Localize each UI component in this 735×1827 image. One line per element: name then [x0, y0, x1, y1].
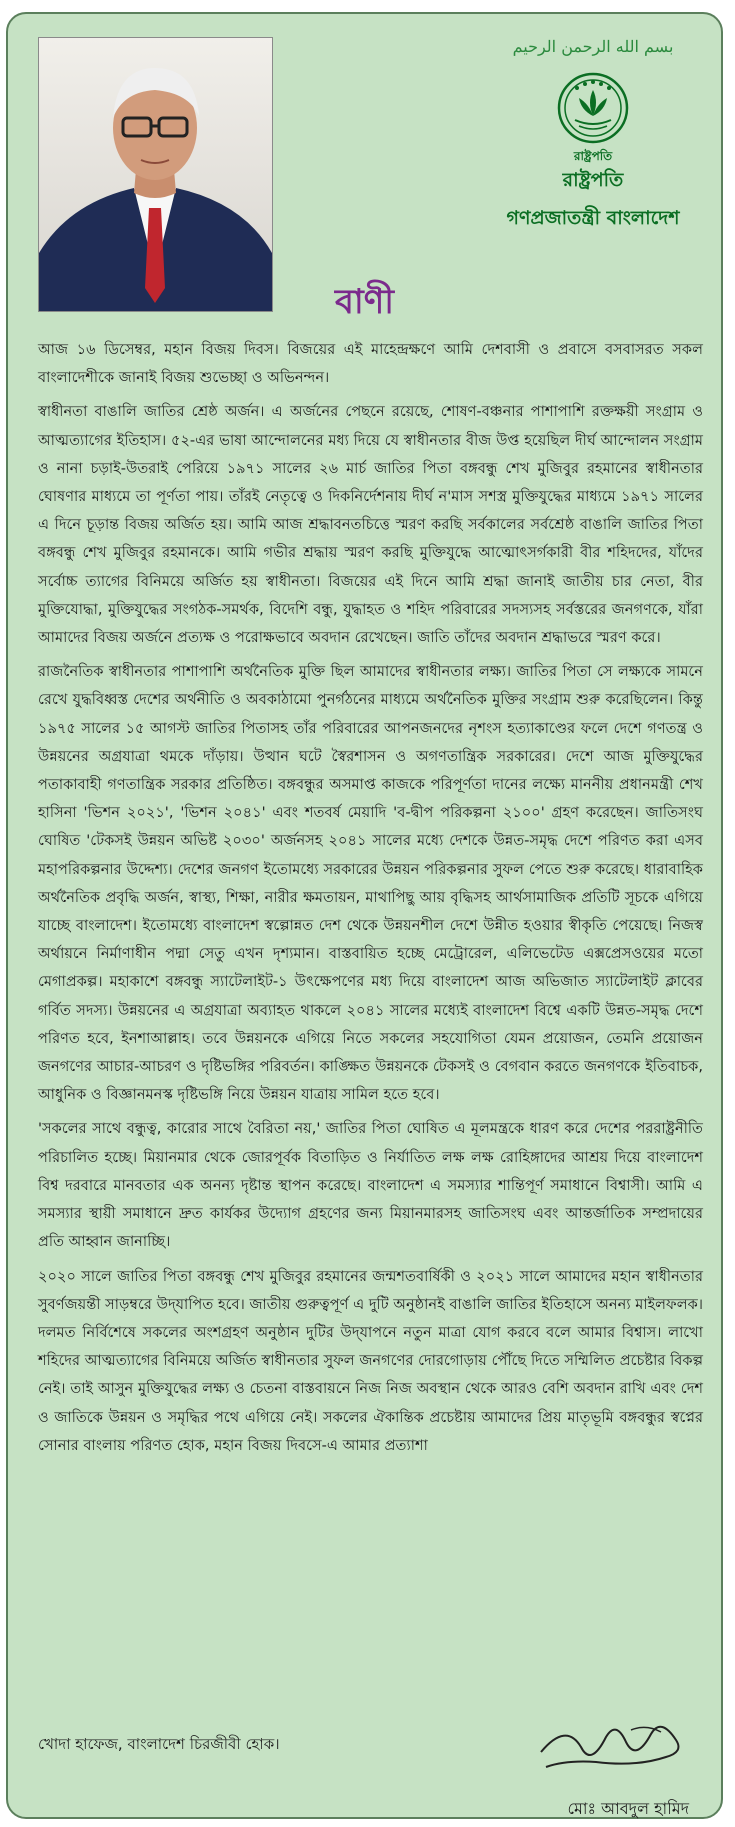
- presidential-emblem: [545, 68, 641, 164]
- president-photo: [38, 37, 273, 312]
- paragraph-3: রাজনৈতিক স্বাধীনতার পাশাপাশি অর্থনৈতিক মুক্তি ছিল আমাদের স্বাধীনতার লক্ষ্য। জাতির পিতা সে লক্ষ্যকে সামনে রেখে যুদ্ধবিধ্বস্ত দেশের অর্থনীতি ও অবকাঠামো পুনর্গঠনের মাধ্যমে অর্থনৈতিক মুক্তির সংগ্রাম শুরু করেছিলেন। কিন্তু ১৯৭৫ সালের ১৫ আগস্ট জাতির পিতাসহ তাঁর পরিবারের আপনজনদের নৃশংস হত্যাকাণ্ডের ফলে দেশে গণতন্ত্র ও উন্নয়নের অগ্রযাত্রা থমকে দাঁড়ায়। উত্থান ঘটে স্বৈরশাসন ও অগণতান্ত্রিক সরকারের। দেশে আজ মুক্তিযুদ্ধের পতাকাবাহী গণতান্ত্রিক সরকার প্রতিষ্ঠিত। বঙ্গবন্ধুর অসমাপ্ত কাজকে পরিপূর্ণতা দানের লক্ষ্যে মাননীয় প্রধানমন্ত্রী শেখ হাসিনা 'ভিশন ২০২১', 'ভিশন ২০৪১' এবং শতবর্ষ মেয়াদি 'ব-দ্বীপ পরিকল্পনা ২১০০' গ্রহণ করেছেন। জাতিসংঘ ঘোষিত 'টেকসই উন্নয়ন অভিষ্ট ২০৩০' অর্জনসহ ২০৪১ সালের মধ্যে দেশকে উন্নত-সমৃদ্ধ দেশে পরিণত করা এসব মহাপরিকল্পনার উদ্দেশ্য। দেশের জনগণ ইতোমধ্যে সরকারের উন্নয়ন পরিকল্পনার সুফল পেতে শুরু করেছে। ধারাবাহিক অর্থনৈতিক প্রবৃদ্ধি অর্জন, স্বাস্থ্য, শিক্ষা, নারীর ক্ষমতায়ন, মাথাপিছু আয় বৃদ্ধিসহ আর্থসামাজিক প্রতিটি সূচকে এগিয়ে যাচ্ছে বাংলাদেশ। ইতোমধ্যে বাংলাদেশ স্বল্পোন্নত দেশ থেকে উন্নয়নশীল দেশে উন্নীত হওয়ার স্বীকৃতি পেয়েছে। নিজস্ব অর্থায়নে নির্মাণাধীন পদ্মা সেতু এখন দৃশ্যমান। বাস্তবায়িত হচ্ছে মেট্রোরেল, এলিভেটেড এক্সপ্রেসওয়ের মতো মেগাপ্রকল্প। মহাকাশে বঙ্গবন্ধু স্যাটেলাইট-১ উৎক্ষেপণের মধ্য দিয়ে বাংলাদেশ আজ অভিজাত স্যাটেলাইট ক্লাবের গর্বিত সদস্য। উন্নয়নের এ অগ্রযাত্রা অব্যাহত থাকলে ২০৪১ সালের মধ্যেই বাংলাদেশ বিশ্বে একটি উন্নত-সমৃদ্ধ দেশে পরিণত হবে, ইনশাআল্লাহ। তবে উন্নয়নকে এগিয়ে নিতে সকলের সহযোগিতা যেমন প্রয়োজন, তেমনি প্রয়োজন জনগণের আচার-আচরণ ও দৃষ্টিভঙ্গির পরিবর্তন। কাঙ্ক্ষিত উন্নয়নকে টেকসই ও বেগবান করতে জনগণকে ইতিবাচক, আধুনিক ও বিজ্ঞানমনস্ক দৃষ্টিভঙ্গি নিয়ে উন্নয়ন যাত্রায় সামিল হতে হবে।: [38, 663, 703, 1104]
- bismillah-calligraphy: بسم الله الرحمن الرحيم: [512, 37, 674, 56]
- message-heading: বাণী: [334, 282, 395, 322]
- signer-name: মোঃ আবদুল হামিদ: [567, 1799, 689, 1818]
- paragraph-2: স্বাধীনতা বাঙালি জাতির শ্রেষ্ঠ অর্জন। এ অর্জনের পেছনে রয়েছে, শোষণ-বঞ্চনার পাশাপাশি রক্তক্ষয়ী সংগ্রাম ও আত্মত্যাগের ইতিহাস। ৫২-এর ভাষা আন্দোলনের মধ্য দিয়ে যে স্বাধীনতার বীজ উপ্ত হয়েছিল দীর্ঘ আন্দোলন সংগ্রাম ও নানা চড়াই-উতরাই পেরিয়ে ১৯৭১ সালের ২৬ মার্চ জাতির পিতা বঙ্গবন্ধু শেখ মুজিবুর রহমানের স্বাধীনতার ঘোষণার মাধ্যমে তা পূর্ণতা পায়। তাঁরই নেতৃত্বে ও দিকনির্দেশনায় দীর্ঘ ন'মাস সশস্ত্র মুক্তিযুদ্ধের মাধ্যমে ১৯৭১ সালের এ দিনে চূড়ান্ত বিজয় অর্জিত হয়। আমি আজ শ্রদ্ধাবনতচিত্তে স্মরণ করছি সর্বকালের সর্বশ্রেষ্ঠ বাঙালি জাতির পিতা বঙ্গবন্ধু শেখ মুজিবুর রহমানকে। আমি গভীর শ্রদ্ধায় স্মরণ করছি মুক্তিযুদ্ধে আত্মোৎসর্গকারী বীর শহিদদের, যাঁদের সর্বোচ্চ ত্যাগের বিনিময়ে অর্জিত হয় স্বাধীনতা। বিজয়ের এই দিনে আমি শ্রদ্ধা জানাই জাতীয় চার নেতা, বীর মুক্তিযোদ্ধা, মুক্তিযুদ্ধের সংগঠক-সমর্থক, বিদেশি বন্ধু, যুদ্ধাহত ও শহিদ পরিবারের সদস্যসহ সর্বস্তরের জনগণকে, যাঁরা আমাদের বিজয় অর্জনে প্রত্যক্ষ ও পরোক্ষভাবে অবদান রেখেছেন। জাতি তাঁদের অবদান শ্রদ্ধাভরে স্মরণ করে।: [38, 403, 703, 647]
- emblem-caption: রাষ্ট্রপতি: [573, 149, 613, 163]
- paragraph-1: আজ ১৬ ডিসেম্বর, মহান বিজয় দিবস। বিজয়ের এই মাহেন্দ্রক্ষণে আমি দেশবাসী ও প্রবাসে বসবাসরত সকল বাংলাদেশীকে জানাই বিজয় শুভেচ্ছা ও অভিনন্দন।: [38, 341, 703, 387]
- message-card: [6, 12, 723, 1819]
- paragraph-5: ২০২০ সালে জাতির পিতা বঙ্গবন্ধু শেখ মুজিবুর রহমানের জন্মশতবার্ষিকী ও ২০২১ সালে আমাদের মহান স্বাধীনতার সুবর্ণজয়ন্তী সাড়ম্বরে উদ্‌যাপিত হবে। জাতীয় গুরুত্বপূর্ণ এ দুটি অনুষ্ঠানই বাঙালি জাতির ইতিহাসে অনন্য মাইলফলক। দলমত নির্বিশেষে সকলের অংশগ্রহণ অনুষ্ঠান দুটির উদ্‌যাপনে নতুন মাত্রা যোগ করবে বলে আমার বিশ্বাস। লাখো শহিদের আত্মত্যাগের বিনিময়ে অর্জিত স্বাধীনতার সুফল জনগণের দোরগোড়ায় পৌঁছে দিতে সম্মিলিত প্রচেষ্টার বিকল্প নেই। তাই আসুন মুক্তিযুদ্ধের লক্ষ্য ও চেতনা বাস্তবায়নে নিজ নিজ অবস্থান থেকে আরও বেশি অবদান রাখি এবং দেশ ও জাতিকে উন্নয়ন ও সমৃদ্ধির পথে এগিয়ে নেই। সকলের ঐকান্তিক প্রচেষ্টায় আমাদের প্রিয় মাতৃভূমি বঙ্গবন্ধুর স্বপ্নের সোনার বাংলায় পরিণত হোক, মহান বিজয় দিবসে-এ আমার প্রত্যাশা: [38, 1267, 703, 1454]
- header-block: [478, 34, 708, 236]
- paragraph-4: 'সকলের সাথে বন্ধুত্ব, কারোর সাথে বৈরিতা নয়,' জাতির পিতা ঘোষিত এ মূলমন্ত্রকে ধারণ করে দেশের পররাষ্ট্রনীতি পরিচালিত হচ্ছে। মিয়ানমার থেকে জোরপূর্বক বিতাড়িত ও নির্যাতিত লক্ষ লক্ষ রোহিঙ্গাদের আশ্রয় দিয়ে বাংলাদেশ বিশ্ব দরবারে মানবতার এক অনন্য দৃষ্টান্ত স্থাপন করেছে। বাংলাদেশ এ সমস্যার শান্তিপূর্ণ সমাধানে বিশ্বাসী। আমি এ সমস্যার স্থায়ী সমাধানে দ্রুত কার্যকর উদ্যোগ গ্রহণের জন্য মিয়ানমারসহ জাতিসংঘ এবং আন্তর্জাতিক সম্প্রদায়ের প্রতি আহ্বান জানাচ্ছি।: [38, 1120, 703, 1251]
- message-body: [38, 336, 703, 1466]
- closing-line: খোদা হাফেজ, বাংলাদেশ চিরজীবী হোক।: [38, 1735, 280, 1753]
- office-title: রাষ্ট্রপতি: [562, 169, 624, 191]
- country-title: গণপ্রজাতন্ত্রী বাংলাদেশ: [506, 207, 680, 229]
- handwritten-signature: [536, 1712, 691, 1782]
